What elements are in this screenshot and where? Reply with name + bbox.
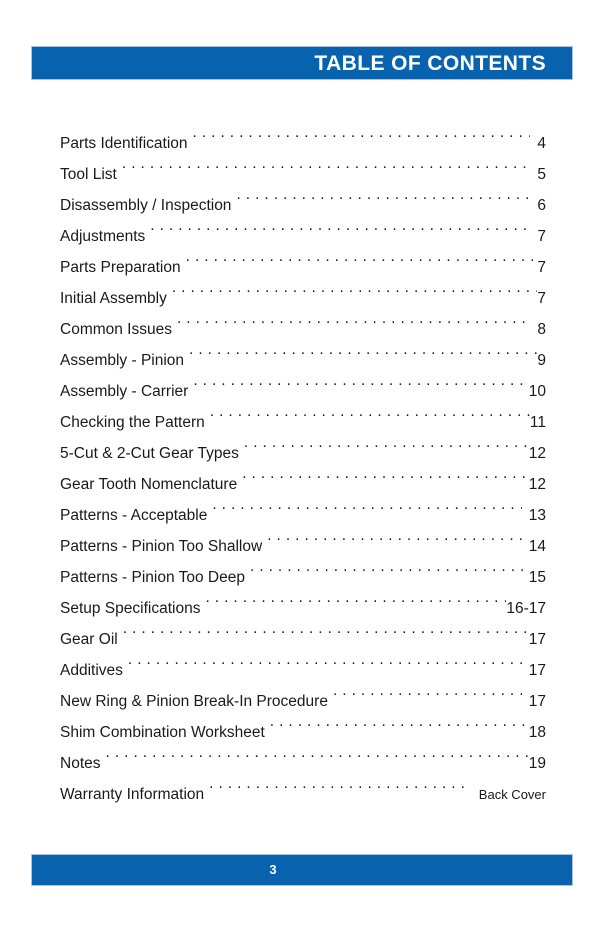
footer-page-number: 3 [269, 862, 277, 877]
toc-dot-leader [242, 458, 529, 489]
toc-entry[interactable] [60, 117, 546, 152]
toc-entry-label: Initial Assembly [60, 290, 167, 307]
toc-entry-page-number: 6 [537, 197, 546, 214]
toc-entry-page-number: 12 [528, 476, 546, 493]
toc-entry[interactable] [60, 644, 546, 679]
toc-entry-label: Tool List [60, 166, 117, 183]
toc-dot-leader [270, 706, 529, 737]
toc-entry-page-number: 16-17 [506, 600, 546, 617]
toc-dot-leader [128, 644, 522, 675]
toc-entry-page-number: 14 [528, 538, 546, 555]
page-footer-bar [31, 854, 573, 886]
toc-entry-label: Parts Identification [60, 135, 188, 152]
toc-dot-leader [333, 675, 522, 706]
toc-entry-label: Disassembly / Inspection [60, 197, 232, 214]
toc-entry[interactable] [60, 179, 546, 214]
toc-dot-leader [209, 768, 470, 799]
toc-dot-leader [172, 272, 538, 303]
toc-dot-leader [106, 737, 529, 768]
toc-entry-page-number: 15 [528, 569, 546, 586]
toc-entry-page-number: 7 [537, 259, 546, 276]
page-header-bar [31, 46, 573, 80]
toc-dot-leader [267, 520, 525, 551]
toc-entry-page-number: 7 [537, 290, 546, 307]
toc-entry-page-number: 11 [529, 414, 546, 431]
toc-entry-page-number: 12 [528, 445, 546, 462]
toc-entry-label: Assembly - Carrier [60, 383, 189, 400]
toc-entry-label: Setup Specifications [60, 600, 201, 617]
toc-entry[interactable] [60, 675, 546, 710]
toc-entry-label: Patterns - Acceptable [60, 507, 208, 524]
toc-entry-label: Parts Preparation [60, 259, 181, 276]
toc-dot-leader [210, 396, 530, 427]
toc-dot-leader [186, 241, 534, 272]
toc-entry-label: New Ring & Pinion Break-In Procedure [60, 693, 328, 710]
toc-entry[interactable] [60, 737, 546, 772]
toc-entry-page-number: 17 [528, 662, 546, 679]
toc-dot-leader [150, 210, 533, 241]
toc-entry-page-number: 9 [537, 352, 546, 369]
toc-dot-leader [236, 179, 530, 210]
toc-entry-page-number: 4 [537, 135, 546, 152]
toc-entry-page-number: 19 [528, 755, 546, 772]
table-of-contents-list [60, 117, 546, 803]
toc-dot-leader [177, 303, 530, 334]
toc-entry-label: Warranty Information [60, 786, 205, 803]
toc-dot-leader [212, 489, 521, 520]
toc-dot-leader [205, 582, 506, 613]
toc-dot-leader [250, 551, 529, 582]
toc-dot-leader [244, 427, 529, 458]
toc-entry[interactable] [60, 148, 546, 183]
toc-entry-label: Checking the Pattern [60, 414, 205, 431]
page-title: TABLE OF CONTENTS [314, 51, 546, 75]
toc-entry-label: Gear Tooth Nomenclature [60, 476, 238, 493]
toc-entry-page-number: 17 [528, 631, 546, 648]
toc-entry-label: Adjustments [60, 228, 146, 245]
toc-entry[interactable] [60, 768, 546, 803]
toc-entry-label: Patterns - Pinion Too Shallow [60, 538, 263, 555]
toc-entry-label: Common Issues [60, 321, 172, 338]
toc-entry-label: 5-Cut & 2-Cut Gear Types [60, 445, 239, 462]
toc-entry-page-number: 7 [537, 228, 546, 245]
toc-entry-label: Gear Oil [60, 631, 118, 648]
toc-dot-leader [189, 334, 537, 365]
toc-entry-label: Shim Combination Worksheet [60, 724, 265, 741]
toc-dot-leader [122, 148, 531, 179]
toc-entry-page-number: 17 [528, 693, 546, 710]
toc-entry-page-number: 8 [537, 321, 546, 338]
toc-entry-label: Notes [60, 755, 101, 772]
toc-entry-label: Assembly - Pinion [60, 352, 185, 369]
toc-entry-page-number: 18 [528, 724, 546, 741]
toc-dot-leader [193, 365, 528, 396]
toc-entry-page-number: 13 [528, 507, 546, 524]
toc-dot-leader [123, 613, 529, 644]
toc-entry[interactable] [60, 613, 546, 648]
toc-dot-leader [193, 117, 531, 148]
toc-entry-page-number: 5 [537, 166, 546, 183]
toc-entry-label: Additives [60, 662, 123, 679]
toc-entry-page-number: 10 [528, 383, 546, 400]
toc-entry-label: Patterns - Pinion Too Deep [60, 569, 245, 586]
toc-entry-page-number: Back Cover [478, 787, 546, 802]
